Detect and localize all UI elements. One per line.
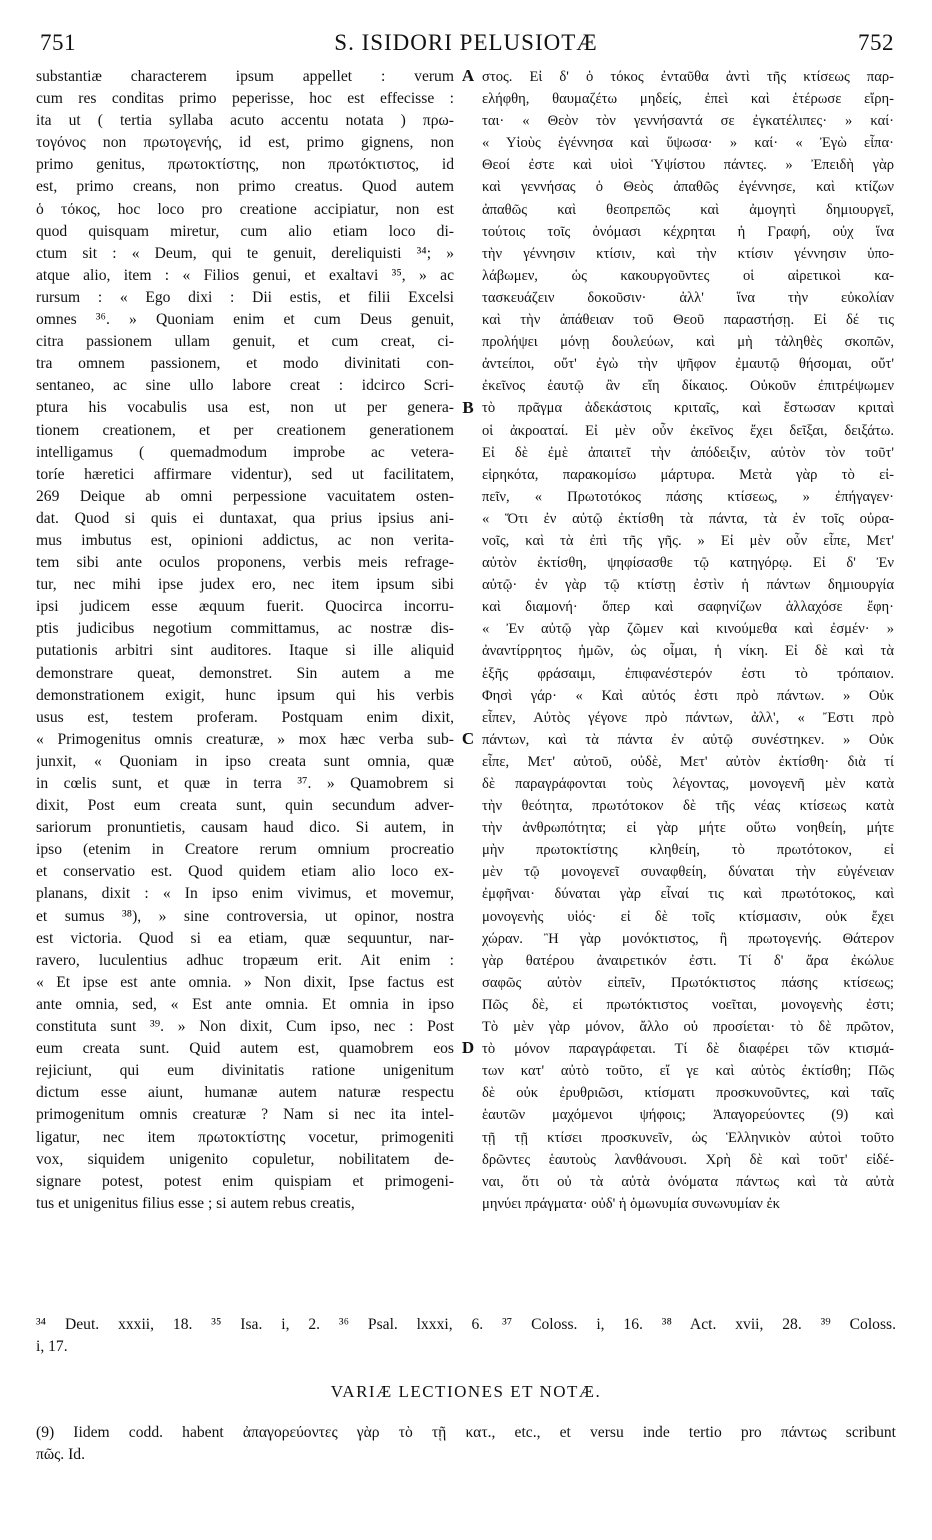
- greek-text-line: μονογενὴς υἱός· εἰ δὲ τοῖς κτίσμασιν, οὐκ ἔχει: [482, 908, 894, 925]
- greek-text-line: « Υἱοὺς ἐγέννησα καὶ ὕψωσα· » καί· « Ἐγὼ εἶπα·: [482, 135, 894, 152]
- latin-text-line: ipso (etenim in Creatore rerum omnium procreatio: [36, 841, 454, 859]
- latin-text-line: dat. Quod si quis ei duntaxat, qua prius ipsius ani-: [36, 509, 454, 527]
- reference-line: i, 17.: [36, 1338, 68, 1356]
- latin-text-line: demonstrare queat, demonstret. Sin autem a me: [36, 664, 454, 682]
- latin-text-line: est, primo creans, non primo creatus. Quod autem: [36, 178, 454, 196]
- latin-text-line: demonstrationem exigit, hunc ipsum qui his verbis: [36, 686, 454, 704]
- running-title: S. ISIDORI PELUSIOTÆ: [334, 30, 598, 55]
- greek-text-line: σαφῶς αὐτὸν εἰπεῖν, Πρωτόκτιστος πάσης κτίσεως;: [482, 974, 894, 991]
- latin-text-line: sariorum pronuntietis, causam haud dico. Si autem, in: [36, 819, 454, 837]
- greek-text-line: « Ὅτι ἐν αὐτῷ ἐκτίσθη τὰ πάντα, τὰ ἐν τοῖς οὐρα-: [482, 510, 894, 527]
- latin-text-line: citra passionem ullam genuit, et cum creat, ci-: [36, 333, 454, 351]
- latin-text-line: signare potest, potest enim quispiam et primogeni-: [36, 1172, 454, 1190]
- latin-text-line: ptura his vocabulis usa est, non ut per genera-: [36, 399, 454, 417]
- note-line: (9) Iidem codd. habent ἀπαγορεύοντες γὰρ τὸ τῇ κατ., etc., et versu inde tertio pro πάντως scribunt: [36, 1424, 896, 1441]
- note-line: πῶς. Id.: [36, 1446, 85, 1464]
- latin-text-line: tra omnem passionem, et modo divinitati con-: [36, 355, 454, 373]
- greek-text-line: πάντων, καὶ τὰ πάντα ἐν αὐτῷ συνέστηκεν. » Οὐκ: [482, 731, 894, 748]
- greek-text-line: των κατ' αὐτὸ τοῦτο, εἴ γε καὶ αὐτὸς ἐκτίσθη; Πῶς: [482, 1063, 894, 1080]
- latin-text-line: rursum : « Ego dixi : Dii estis, et filii Excelsi: [36, 288, 454, 306]
- latin-text-line: et conservatio est. Quod quidem etiam alio loco ex-: [36, 863, 454, 881]
- greek-text-line: ἀντείποι, οὔτ' ἐγὼ τὴν ψῆφον ἐμαυτῷ θήσομαι, οὔτ': [482, 356, 894, 373]
- scripture-references: [36, 1314, 896, 1358]
- latin-text-line: in cœlis sunt, et quæ in terra ³⁷. » Quamobrem si: [36, 775, 454, 792]
- greek-text-line: μὴν πρωτοκτίστης κληθείη, τὸ πρωτότοκον, εἰ: [482, 842, 894, 859]
- greek-text-line: τὴν θεότητα, πρωτότοκον δὲ τῆς νέας κτίσεως κατὰ: [482, 798, 894, 815]
- reference-line: ³⁴ Deut. xxxii, 18. ³⁵ Isa. i, 2. ³⁶ Psal. lxxxi, 6. ³⁷ Coloss. i, 16. ³⁸ Act. xvii, 28. ³⁹ Coloss.: [36, 1316, 896, 1333]
- greek-text-line: ἀναντίρρητος ἡμῶν, ὡς οἶμαι, ἡ νίκη. Εἰ δὲ καὶ τὰ: [482, 643, 894, 660]
- greek-text-line: αὐτὸν ἐκτίσθη, ψηφίσασθε τῷ κατηγόρῳ. Εἰ δ' Ἐν: [482, 555, 894, 572]
- latin-text-line: tionem creationem, et per creationem generationem: [36, 421, 454, 439]
- latin-text-line: ptis judicibus negotium committamus, ac nostræ dis-: [36, 620, 454, 638]
- greek-text-line: τασκευάζειν δοκοῦσιν· ἀλλ' ἵνα τὴν εὐκολίαν: [482, 289, 894, 306]
- greek-text-line: μὲν τῷ μονογενεῖ συναφθείη, δύναται τὴν εὐγένειαν: [482, 864, 894, 881]
- latin-text-line: usus est, testem proferam. Postquam enim dixit,: [36, 708, 454, 726]
- greek-text-line: μηνύει πράγματα· οὐδ' ἡ ὁμωνυμία συνωνυμίαν ἐκ: [482, 1195, 781, 1212]
- greek-text-line: δὲ οὐκ ἐρυθριῶσι, κτίσματι προσκυνοῦντες, καὶ ταῖς: [482, 1085, 894, 1102]
- greek-text-line: τὴν γέννησιν κτίσιν, καὶ τὴν κτίσιν γέννησιν ὑπο-: [482, 245, 894, 262]
- greek-text-line: προλήψει μόνῃ δουλεύων, καὶ μὴ τἀληθὲς σκοπῶν,: [482, 334, 894, 351]
- left-page-number: 751: [40, 30, 76, 55]
- latin-text-line: « Et ipse est ante omnia. » Non dixit, Ipse factus est: [36, 973, 454, 991]
- greek-text-line: ἐκεῖνος ἑαυτῷ ἂν εἴη δίκαιος. Οὐκοῦν ἐπιτρέψωμεν: [482, 378, 894, 395]
- latin-text-line: et sumus ³⁸), » sine controversia, ut opinor, nostra: [36, 907, 454, 925]
- latin-text-line: ipsi judicem esse æquum fuerit. Quocirca incorru-: [36, 598, 454, 616]
- greek-text-line: τῇ τῇ κτίσει προσκυνεῖν, ὡς Ἑλληνικὸν αὐτοὶ τοῦτο: [482, 1129, 894, 1146]
- latin-text-line: sentaneo, ac sine ullo labore creat : idcirco Scri-: [36, 377, 454, 395]
- greek-text-line: ελήφθη, θαυμαζέτω μηδείς, ἐπεὶ καὶ ἑτέρωσε εἴρη-: [482, 91, 894, 108]
- column-margin-letters: [455, 66, 481, 1266]
- greek-text-line: Εἰ δὲ ἐμὲ ἀπαιτεῖ τὴν ἀπόδειξιν, αὐτὸν τὸν τοῦτ': [482, 444, 894, 461]
- greek-text-line: καὶ διαμονή· ὅπερ καὶ σαφηνίζων ἀλλαχόσε ἔφη·: [482, 599, 894, 616]
- latin-text-line: vox, siquidem unigenito copuletur, nobilitatem de-: [36, 1150, 454, 1168]
- latin-text-line: τογόνος non πρωτογενής, id est, primo gignens, non: [36, 134, 454, 152]
- greek-text-line: πεῖν, « Πρωτοτόκος πάσης κτίσεως, » ἐπήγαγεν·: [482, 488, 894, 505]
- greek-text-line: « Ἐν αὐτῷ γὰρ ζῶμεν καὶ κινούμεθα καὶ ἐσμέν· »: [482, 621, 894, 638]
- latin-text-line: putationis arbitri sint auditores. Itaque si ille aliquid: [36, 642, 454, 660]
- latin-text-line: ctum sit : « Deum, qui te genuit, dereliquisti ³⁴; »: [36, 244, 454, 262]
- latin-text-line: ita ut ( tertia syllaba acuto accentu notata ) πρω-: [36, 112, 454, 130]
- greek-text-line: εἰρηκότα, παρακομίσω μάρτυρα. Μετὰ γὰρ τὸ εἰ-: [482, 466, 894, 483]
- latin-text-line: constituta sunt ³⁹. » Non dixit, Cum ipso, nec : Post: [36, 1018, 454, 1036]
- latin-text-line: tus et unigenitus filius esse ; si autem rebus creatis,: [36, 1194, 355, 1212]
- latin-text-line: toríe hæretici affirmare videntur), sed ut facilitatem,: [36, 465, 454, 483]
- latin-text-line: mus imbutus est, opinioni addictus, ac non verita-: [36, 531, 454, 549]
- greek-text-line: εἶπεν, Αὐτὸς γέγονε πρὸ πάντων, ἀλλ', « Ἔστι πρὸ: [482, 709, 894, 726]
- greek-text-line: νοῖς, καὶ τὰ ἐπὶ τῆς γῆς. » Εἰ μὲν οὖν εἶπε, Μετ': [482, 532, 894, 549]
- greek-text-line: ναι, ὅτι οὐ τὰ αὐτὰ ὀνόματα πάντως καὶ τὰ αὐτὰ: [482, 1173, 894, 1190]
- margin-letter-a: A: [461, 66, 475, 85]
- greek-text-line: Πῶς δὲ, εἰ πρωτόκτιστος νοεῖται, μονογενὴς ἐστι;: [482, 996, 894, 1013]
- greek-text-line: τούτοις τοῖς ὀνόμασι κέχρηται ἡ Γραφή, οὐχ ἵνα: [482, 223, 894, 240]
- greek-text-line: ἀπαθῶς καὶ θεοπρεπῶς καὶ ἀμογητὶ δημιουργεῖ,: [482, 201, 894, 218]
- latin-column: [36, 66, 454, 1266]
- margin-letter-c: C: [461, 729, 475, 748]
- latin-text-line: substantiæ characterem ipsum appellet : verum: [36, 68, 454, 85]
- variae-notes: [36, 1422, 896, 1466]
- latin-text-line: omnes ³⁶. » Quoniam enim et cum Deus genuit,: [36, 311, 454, 329]
- greek-text-line: Φησὶ γάρ· « Καὶ αὐτός ἐστι πρὸ πάντων. » Οὐκ: [482, 687, 894, 704]
- greek-text-line: τὴν ἀνθρωπότητα; εἰ γὰρ μήτε οὕτω νοηθείη, μήτε: [482, 820, 894, 837]
- latin-text-line: planans, dixit : « In ipso enim vivimus, et movemur,: [36, 885, 454, 903]
- greek-text-line: ἑαυτῶν μαχόμενοι ψήφοις; Ἀπαγορεύοντες (9) καὶ: [482, 1107, 894, 1124]
- latin-text-line: ὁ τόκος, hoc loco pro creatione accipiatur, non est: [36, 200, 454, 218]
- latin-text-line: ligatur, nec item πρωτοκτίστης vocetur, primogeniti: [36, 1128, 454, 1146]
- greek-text-line: εἶπε, Μετ' αὐτοῦ, οὐδὲ, Μετ' αὐτὸν ἐκτίσθη· διὰ τί: [482, 753, 894, 770]
- greek-text-line: λάβωμεν, ὡς κακουργοῦντες οἱ αἱρετικοὶ κα-: [482, 267, 894, 284]
- right-page-number: 752: [858, 30, 894, 55]
- greek-text-line: χώραν. Ἢ γὰρ μονόκτιστος, ἢ πρωτογενής. Θάτερον: [482, 930, 894, 947]
- margin-letter-d: D: [461, 1038, 475, 1058]
- latin-text-line: quod quisquam miretur, cum alio etiam loco di-: [36, 222, 454, 240]
- greek-text-line: ἑξῆς φράσαιμι, ἐπιφανέστερόν ἐστι τὸ τρόπαιον.: [482, 665, 894, 682]
- greek-text-line: γὰρ θατέρου ἀναιρετικόν ἐστι. Τί δ' ἄρα ἐκώλυε: [482, 952, 894, 969]
- latin-text-line: intelligamus ( quemadmodum improbe ac vetera-: [36, 443, 454, 461]
- greek-text-line: αὐτῷ· ἐν γὰρ τῷ κτίστῃ ἐστὶν ἡ πάντων δημιουργία: [482, 577, 894, 594]
- greek-text-line: ἐμφῆναι· δύναται γὰρ εἶναί τις καὶ πρωτότοκος, καὶ: [482, 886, 894, 903]
- latin-text-line: est victoria. Quod si ea etiam, quæ sequuntur, nar-: [36, 929, 454, 947]
- latin-text-line: atque alio, item : « Filios genui, et exaltavi ³⁵, » ac: [36, 266, 454, 284]
- margin-letter-b: B: [462, 397, 474, 417]
- greek-text-line: οἱ ἀκροαταί. Εἰ μὲν οὖν ἐκεῖνος ἔχει δεῖξαι, δειξάτω.: [482, 422, 894, 439]
- latin-text-line: « Primogenitus omnis creaturæ, » mox hæc verba sub-: [36, 730, 454, 748]
- greek-text-line: τὸ μόνον παραγράφεται. Τί δὲ διαφέρει τῶν κτισμά-: [482, 1041, 894, 1058]
- latin-text-line: tem sibi ante oculos proponens, verbis meis refrage-: [36, 554, 454, 572]
- greek-text-line: δὲ παραγράφονται τοὺς λέγοντας, μονογενῆ μὲν κατὰ: [482, 776, 894, 792]
- greek-text-line: καὶ γεννήσας ὁ Θεὸς ἀπαθῶς ἐγέννησε, καὶ κτίζων: [482, 179, 894, 196]
- greek-text-line: Θεοί ἐστε καὶ υἱοὶ Ὑψίστου πάντες. » Ἐπειδὴ γὰρ: [482, 157, 894, 174]
- greek-text-line: ται· « Θεὸν τὸν γεννήσαντά σε ἐγκατέλιπες· » καί·: [482, 113, 894, 130]
- greek-text-line: Τὸ μὲν γὰρ μόνον, ἄλλο οὐ προσίεται· τὸ δὲ πρῶτον,: [482, 1019, 894, 1036]
- latin-text-line: tur, nec mihi ipse judex ero, nec item ipsum sibi: [36, 576, 454, 594]
- greek-text-line: στος. Εἰ δ' ὁ τόκος ἐνταῦθα ἀντὶ τῆς κτίσεως παρ-: [482, 69, 894, 85]
- latin-text-line: ante omnia, sed, « Est ante omnia. Et omnia in ipso: [36, 995, 454, 1013]
- greek-column: [482, 66, 894, 1266]
- latin-text-line: dictum esse aiunt, humanæ autem naturæ respectu: [36, 1084, 454, 1102]
- greek-text-line: τὸ πρᾶγμα ἀδεκάστοις κριταῖς, καὶ ἔστωσαν κριταὶ: [482, 400, 894, 417]
- page-header: [0, 30, 932, 60]
- greek-text-line: δρῶντες ἑαυτοὺς λανθάνουσι. Χρὴ δὲ καὶ τοῦτ' εἰδέ-: [482, 1151, 894, 1168]
- latin-text-line: 269 Deique ab omni perpessione vacuitatem osten-: [36, 487, 454, 505]
- latin-text-line: cum res conditas primo peperisse, hoc est effecisse :: [36, 90, 454, 108]
- variae-lectiones-heading: VARIÆ LECTIONES ET NOTÆ.: [330, 1382, 602, 1401]
- latin-text-line: rejiciunt, qui eum divinitatis ratione unigenitum: [36, 1062, 454, 1080]
- latin-text-line: eum creata sunt. Quid autem est, quamobrem eos: [36, 1040, 454, 1058]
- latin-text-line: primogenitum omnis creaturæ ? Nam si nec ita intel-: [36, 1106, 454, 1124]
- latin-text-line: dixit, Post eum creata sunt, quin secundum adver-: [36, 797, 454, 815]
- latin-text-line: ravero, luculentius adhuc tropæum erit. Ait enim :: [36, 951, 454, 969]
- greek-text-line: καὶ τὴν ἀπάθειαν τοῦ Θεοῦ παραστήσῃ. Εἰ δέ τις: [482, 312, 894, 329]
- latin-text-line: junxit, « Quoniam in ipso creata sunt omnia, quæ: [36, 752, 454, 770]
- latin-text-line: primo genitus, πρωτοκτίστης, non πρωτόκτιστος, id: [36, 156, 454, 174]
